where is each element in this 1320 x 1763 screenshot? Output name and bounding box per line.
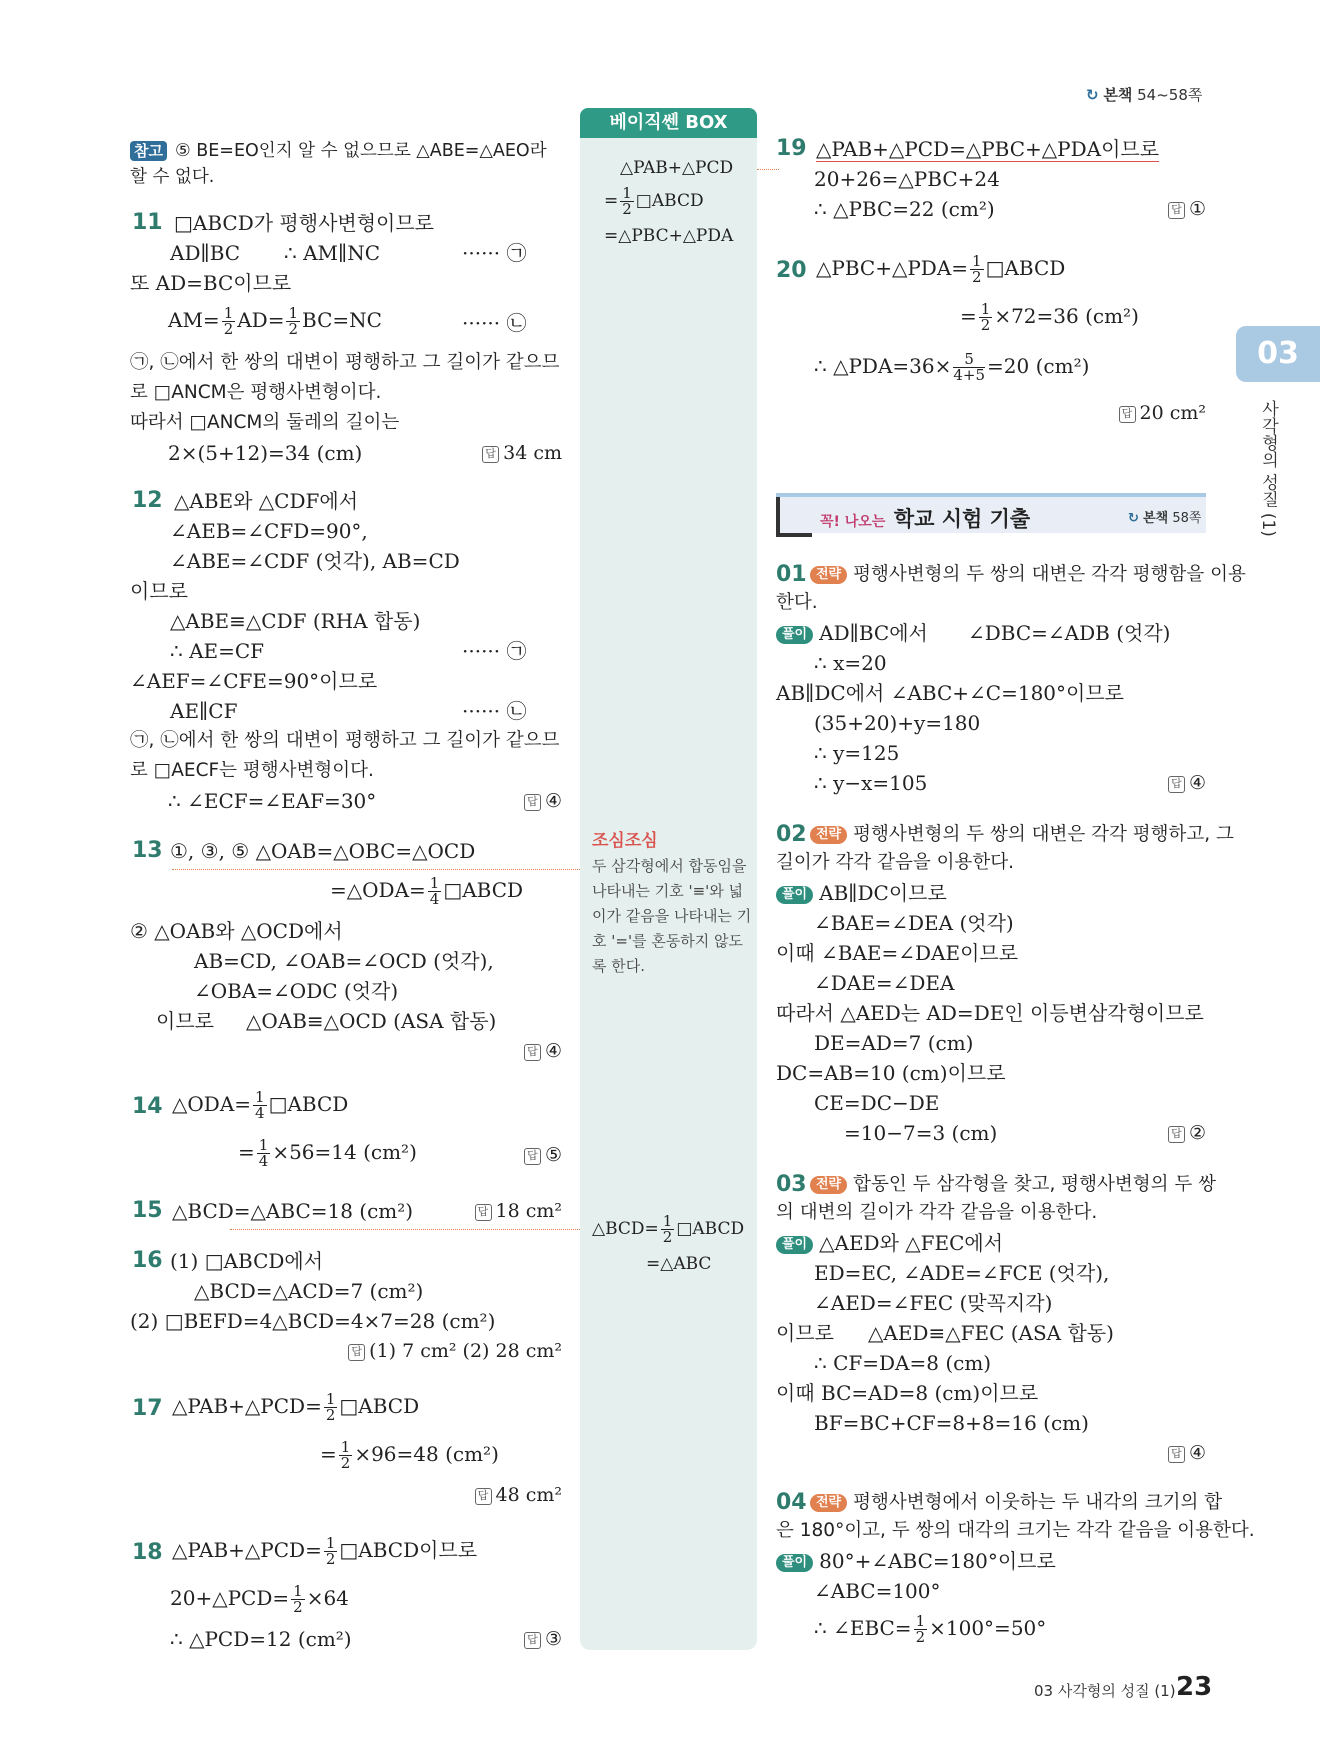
problem-number: 18 (132, 1540, 163, 1565)
question-number: 04 (776, 1490, 807, 1515)
box1-line1: △PAB+△PCD (620, 158, 734, 178)
box1-line2: = $\frac{1}{2}$ □ABCD (604, 184, 704, 218)
q04-line4: ∠ABC=100° (814, 1579, 941, 1603)
answer-12: 답 ④ (524, 788, 562, 814)
p19-line1: △PAB+△PCD=△PBC+△PDA이므로 (816, 137, 1160, 161)
q02-line4: ∠BAE=∠DEA (엇각) (814, 911, 1014, 935)
q03-line1: 전략 합동인 두 삼각형을 찾고, 평행사변형의 두 쌍 (810, 1172, 1216, 1198)
problem-number: 17 (132, 1396, 163, 1421)
answer-15: 답 18 cm² (475, 1198, 563, 1224)
p13-line6b: △OAB≡△OCD (ASA 합동) (246, 1009, 497, 1033)
p11-line2b: ∴ AM∥NC (284, 241, 381, 265)
answer-17: 답 48 cm² (475, 1482, 563, 1508)
answer-13: 답 ④ (524, 1038, 562, 1064)
q04-line1: 전략 평행사변형에서 이웃하는 두 내각의 크기의 합 (810, 1490, 1222, 1516)
q03-line5: ∠AED=∠FEC (맞꼭지각) (814, 1291, 1053, 1315)
q04-line3: 풀이 80°+∠ABC=180°이므로 (776, 1548, 1056, 1574)
p12-line6: ∴ AE=CF (170, 639, 265, 663)
answer-icon: 답 (524, 1148, 541, 1165)
p12-line7: ∠AEF=∠CFE=90°이므로 (130, 669, 378, 693)
answer-icon: 답 (482, 446, 499, 463)
p20-line1: △PBC+△PDA= $\frac{1}{2}$ □ABCD (816, 252, 1066, 286)
q02-line5: 이때 ∠BAE=∠DAE이므로 (776, 941, 1019, 965)
q03-line3: 풀이 △AED와 △FEC에서 (776, 1230, 1003, 1256)
answer-11: 답 34 cm (482, 440, 562, 466)
q02-line2: 길이가 각각 같음을 이용한다. (776, 852, 1014, 873)
fraction: $\frac{1}{2}$ (915, 1612, 926, 1646)
problem-number: 20 (776, 258, 807, 283)
answer-q03: 답 ④ (1168, 1440, 1206, 1466)
q02-line8: DE=AD=7 (cm) (814, 1031, 974, 1055)
answer-icon: 답 (1168, 202, 1185, 219)
connector-19 (757, 169, 779, 170)
question-number: 01 (776, 562, 807, 587)
fraction: $\frac{1}{4}$ (258, 1136, 269, 1170)
answer-icon: 답 (524, 1632, 541, 1649)
answer-14: 답 ⑤ (524, 1142, 562, 1168)
answer-16: 답 (1) 7 cm² (2) 28 cm² (348, 1338, 562, 1364)
problem-number: 15 (132, 1198, 163, 1223)
answer-icon: 답 (1168, 1446, 1185, 1463)
p19-line3: ∴ △PBC=22 (cm²) (814, 197, 995, 221)
answer-q02: 답 ② (1168, 1120, 1206, 1146)
p16-line2: △BCD=△ACD=7 (cm²) (194, 1279, 424, 1303)
p13-line5: ∠OBA=∠ODC (엇각) (194, 979, 399, 1003)
fraction: $\frac{1}{4}$ (255, 1088, 265, 1122)
answer-icon: 답 (524, 794, 541, 811)
q02-line7: 따라서 △AED는 AD=DE인 이등변삼각형이므로 (776, 1001, 1204, 1025)
p11-line1: □ABCD가 평행사변형이므로 (174, 211, 434, 235)
answer-19: 답 ① (1168, 196, 1206, 222)
p17-line2: = $\frac{1}{2}$ ×96=48 (cm²) (320, 1438, 499, 1472)
p11-line4: AM= $\frac{1}{2}$ AD= $\frac{1}{2}$ BC=NC (168, 304, 382, 338)
p11-line7: 따라서 □ANCM의 둘레의 길이는 (130, 412, 400, 433)
fraction: $\frac{1}{2}$ (980, 300, 991, 334)
q01-line2: 한다. (776, 592, 818, 613)
section-header (776, 493, 1206, 533)
p16-line1: (1) □ABCD에서 (170, 1249, 324, 1273)
problem-number: 19 (776, 136, 807, 161)
q01-line1: 전략 평행사변형의 두 쌍의 대변은 각각 평행함을 이용 (810, 562, 1246, 588)
fraction: $\frac{1}{2}$ (622, 184, 632, 218)
q04-line5: ∴ ∠EBC= $\frac{1}{2}$ ×100°=50° (814, 1612, 1047, 1646)
p11-line2c: ······ ㉠ (462, 241, 527, 265)
fraction: $\frac{1}{2}$ (288, 304, 299, 338)
answer-icon: 답 (348, 1344, 365, 1361)
problem-number: 16 (132, 1248, 163, 1273)
p12-line8: AE∥CF (170, 699, 238, 723)
p12-line3: ∠ABE=∠CDF (엇각), AB=CD (170, 549, 460, 573)
q02-line1: 전략 평행사변형의 두 쌍의 대변은 각각 평행하고, 그 (810, 822, 1234, 848)
p12-line9: ㉠, ㉡에서 한 쌍의 대변이 평행하고 그 길이가 같으므 (130, 730, 560, 751)
fraction: $\frac{1}{2}$ (223, 304, 234, 338)
p13-line3: ② △OAB와 △OCD에서 (130, 919, 343, 943)
p13-line6a: 이므로 (156, 1009, 214, 1033)
box2-line1: △BCD= $\frac{1}{2}$ □ABCD (592, 1212, 745, 1246)
header-ref: ↻ 본책 54~58쪽 (1086, 86, 1203, 104)
p12-line1: △ABE와 △CDF에서 (174, 489, 359, 513)
p15-line1: △BCD=△ABC=18 (cm²) (172, 1199, 414, 1223)
p12-line11: ∴ ∠ECF=∠EAF=30° (168, 789, 377, 813)
question-number: 02 (776, 822, 807, 847)
refresh-icon: ↻ (1128, 511, 1139, 526)
answer-icon: 답 (524, 1044, 541, 1061)
note-line2: 할 수 없다. (130, 167, 215, 187)
q04-line2: 은 180°이고, 두 쌍의 대각의 크기는 각각 같음을 이용한다. (776, 1520, 1255, 1541)
box2-line2: =△ABC (646, 1254, 712, 1274)
fraction: $\frac{5}{4+5}$ (953, 350, 986, 384)
footer-chapter: 03 사각형의 성질 (1) (1034, 1682, 1176, 1700)
question-number: 03 (776, 1172, 807, 1197)
p11-line6: 로 □ANCM은 평행사변형이다. (130, 382, 382, 403)
q01-line3: 풀이 AD∥BC에서 (776, 620, 928, 646)
q02-line10: CE=DC−DE (814, 1091, 940, 1115)
p12-line2: ∠AEB=∠CFD=90°, (170, 519, 368, 543)
q02-line9: DC=AB=10 (cm)이므로 (776, 1061, 1006, 1085)
care-text: 두 삼각형에서 합동임을 나타내는 기호 '≡'와 넓이가 같음을 나타내는 기호 '='를 혼동하지 않도록 한다. (592, 857, 752, 975)
p20-line3: ∴ △PDA=36× $\frac{5}{4+5}$ =20 (cm²) (814, 350, 1090, 384)
refresh-icon: ↻ (1086, 86, 1099, 104)
section-ref: ↻ 본책 58쪽 (1128, 511, 1202, 526)
fraction: $\frac{1}{2}$ (340, 1438, 351, 1472)
chapter-tab[interactable]: 03 (1236, 326, 1320, 382)
answer-q01: 답 ④ (1168, 770, 1206, 796)
p11-line8: 2×(5+12)=34 (cm) (168, 441, 363, 465)
section-header-mark (776, 497, 812, 537)
p14-line1: △ODA= $\frac{1}{4}$ □ABCD (172, 1088, 349, 1122)
q03-line6a: 이므로 (776, 1321, 834, 1345)
p20-line2: = $\frac{1}{2}$ ×72=36 (cm²) (960, 300, 1139, 334)
p13-line1: ①, ③, ⑤ △OAB=△OBC=△OCD (170, 839, 476, 863)
page-number: 23 (1176, 1672, 1213, 1702)
p17-line1: △PAB+△PCD= $\frac{1}{2}$ □ABCD (172, 1390, 420, 1424)
fraction: $\frac{1}{2}$ (325, 1390, 336, 1424)
answer-icon: 답 (475, 1204, 492, 1221)
p11-line2a: AD∥BC (170, 241, 241, 265)
p12-line4: 이므로 (130, 579, 188, 603)
q03-line8: 이때 BC=AD=8 (cm)이므로 (776, 1381, 1039, 1405)
problem-number: 11 (132, 210, 163, 235)
p12-line6c: ······ ㉠ (462, 639, 527, 663)
answer-icon: 답 (1168, 776, 1185, 793)
p11-line5: ㉠, ㉡에서 한 쌍의 대변이 평행하고 그 길이가 같으므 (130, 352, 560, 373)
q02-line3: 풀이 AB∥DC이므로 (776, 880, 947, 906)
q03-line4: ED=EC, ∠ADE=∠FCE (엇각), (814, 1261, 1110, 1285)
problem-number: 13 (132, 838, 163, 863)
q01-line6: (35+20)+y=180 (814, 711, 981, 735)
q01-line5: AB∥DC에서 ∠ABC+∠C=180°이므로 (776, 681, 1124, 705)
fraction: $\frac{1}{4}$ (429, 874, 440, 908)
answer-18: 답 ③ (524, 1626, 562, 1652)
p18-line1: △PAB+△PCD= $\frac{1}{2}$ □ABCD이므로 (172, 1534, 478, 1568)
note-label: 참고 (130, 141, 167, 161)
p12-line8c: ······ ㉡ (462, 699, 527, 723)
q01-line3b: ∠DBC=∠ADB (엇각) (968, 621, 1171, 645)
p18-line2: 20+△PCD= $\frac{1}{2}$ ×64 (170, 1582, 349, 1616)
note-line1: 참고 ⑤ BE=EO인지 알 수 없으므로 △ABE=△AEO라 (130, 136, 547, 164)
fraction: $\frac{1}{2}$ (325, 1534, 336, 1568)
q01-line8: ∴ y−x=105 (814, 771, 928, 795)
q01-line4: ∴ x=20 (814, 651, 887, 675)
chapter-side-title: 사각형의 성질 (1) (1258, 400, 1278, 537)
answer-icon: 답 (475, 1488, 492, 1505)
p13-line2: =△ODA= $\frac{1}{4}$ □ABCD (330, 874, 524, 908)
answer-20: 답 20 cm² (1119, 400, 1207, 426)
connector-13 (172, 869, 580, 870)
p19-line2: 20+26=△PBC+24 (814, 167, 1000, 191)
problem-number: 14 (132, 1094, 163, 1119)
q02-line11: =10−7=3 (cm) (844, 1121, 998, 1145)
q03-line7: ∴ CF=DA=8 (cm) (814, 1351, 992, 1375)
q02-line6: ∠DAE=∠DEA (814, 971, 955, 995)
connector-15 (230, 1229, 580, 1230)
p12-line5: △ABE≡△CDF (RHA 합동) (170, 609, 421, 633)
q01-line7: ∴ y=125 (814, 741, 900, 765)
answer-icon: 답 (1119, 406, 1136, 423)
fraction: $\frac{1}{2}$ (662, 1212, 673, 1246)
p11-line3: 또 AD=BC이므로 (130, 271, 292, 295)
answer-icon: 답 (1168, 1126, 1185, 1143)
p16-line3: (2) □BEFD=4△BCD=4×7=28 (cm²) (130, 1309, 496, 1333)
care-title: 조심조심 (592, 831, 658, 851)
p13-line4: AB=CD, ∠OAB=∠OCD (엇각), (194, 949, 494, 973)
p12-line10: 로 □AECF는 평행사변형이다. (130, 760, 374, 781)
p14-line2: = $\frac{1}{4}$ ×56=14 (cm²) (238, 1136, 417, 1170)
section-title: 꼭! 나오는 학교 시험 기출 (820, 507, 1031, 531)
fraction: $\frac{1}{2}$ (293, 1582, 303, 1616)
q03-line6b: △AED≡△FEC (ASA 합동) (868, 1321, 1114, 1345)
basic-box-title: 베이직쎈 BOX (580, 108, 757, 138)
fraction: $\frac{1}{2}$ (972, 252, 982, 286)
q03-line9: BF=BC+CF=8+8=16 (cm) (814, 1411, 1089, 1435)
box1-line3: =△PBC+△PDA (604, 226, 734, 246)
problem-number: 12 (132, 488, 163, 513)
p11-line4c: ······ ㉡ (462, 311, 527, 335)
p18-line3: ∴ △PCD=12 (cm²) (170, 1627, 352, 1651)
q03-line2: 의 대변의 길이가 각각 같음을 이용한다. (776, 1202, 1098, 1223)
